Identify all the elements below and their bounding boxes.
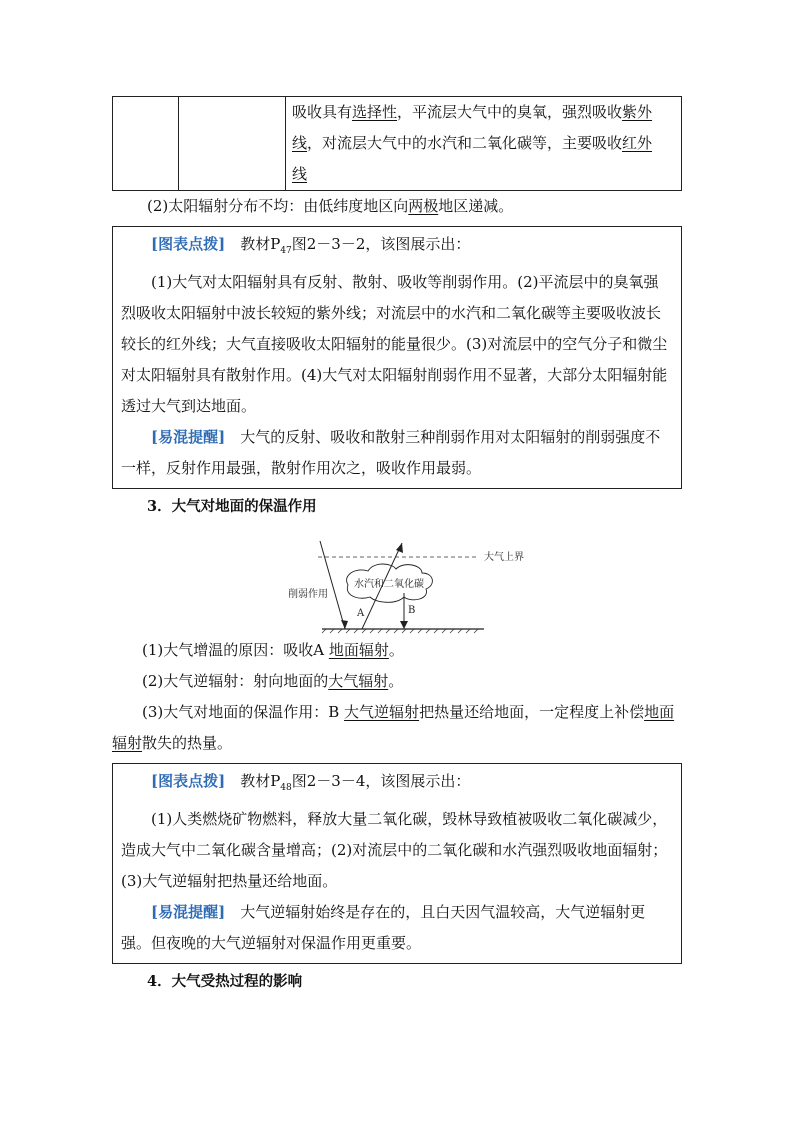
box1-body: (1)大气对太阳辐射具有反射、散射、吸收等削弱作用。(2)平流层中的臭氧强烈吸收太阳辐射中波长较短的紫外线；对流层中的水汽和二氧化碳等主要吸收波长较长的红外线；大气直接吸收太阳辐射的能量很少。(3)对流层中的空气分子和微尘对太阳辐射具有散射作用。(4)大气对太阳辐射削弱作用不显著，大部分太阳辐射能透过大气到达地面。 [121, 273, 668, 415]
section3-line-1: (1)大气增温的原因：吸收A 地面辐射。 [142, 641, 404, 659]
page-content [112, 96, 682, 996]
box1-note: [易混提醒] 大气的反射、吸收和散射三种削弱作用对太阳辐射的削弱强度不一样，反射作用最强，散射作用次之，吸收作用最弱。 [121, 428, 661, 477]
cloud-label: 水汽和二氧化碳 [354, 579, 424, 590]
chart-tip-box-2 [112, 763, 682, 964]
counter-arrowhead [400, 621, 408, 629]
table-cell-empty-2 [179, 97, 286, 191]
box1-intro: [图表点拨] 教材$P_{47}$图2－3－2，该图展示出： [151, 235, 471, 256]
box2-note: [易混提醒] 大气逆辐射始终是存在的，且白天因气温较高，大气逆辐射更强。但夜晚的大气逆辐射对保温作用更重要。 [121, 903, 646, 952]
sun-distribution-line: (2)太阳辐射分布不均：由低纬度地区向两极地区递减。 [147, 197, 514, 215]
table-continuation [112, 96, 682, 191]
weakening-label: 削弱作用 [288, 589, 328, 600]
box2-body: (1)人类燃烧矿物燃料，释放大量二氧化碳，毁林导致植被吸收二氧化碳减少，造成大气中二氧化碳含量增高；(2)对流层中的二氧化碳和水汽强烈吸收地面辐射；(3)大气逆辐射把热量还给地面。 [121, 810, 668, 890]
table-cell-empty-1 [113, 97, 179, 191]
insulation-diagram-svg [112, 525, 682, 635]
ground-arrowhead [396, 543, 403, 553]
atmosphere-top-label: 大气上界 [484, 552, 524, 563]
table-cell-content: 吸收具有选择性，平流层大气中的臭氧，强烈吸收紫外 线，对流层大气中的水汽和二氧化碳等，主要吸收红外 线 [286, 97, 682, 191]
incoming-radiation-arrow [320, 541, 345, 629]
section-3-heading: 3．大气对地面的保温作用 [147, 498, 317, 515]
box2-intro: [图表点拨] 教材$P_{48}$图2－3－4，该图展示出： [151, 772, 471, 793]
label-A: A [357, 608, 365, 619]
incoming-arrowhead [341, 620, 348, 629]
section3-line-2: (2)大气逆辐射：射向地面的大气辐射。 [142, 672, 404, 690]
chart-tip-box-1 [112, 226, 682, 489]
label-B: B [408, 605, 416, 616]
insulation-diagram [112, 525, 682, 635]
section-4-heading: 4．大气受热过程的影响 [147, 973, 303, 990]
section3-line-3: (3)大气对地面的保温作用：B 大气逆辐射把热量还给地面，一定程度上补偿地面辐射散失的热量。 [112, 703, 675, 752]
